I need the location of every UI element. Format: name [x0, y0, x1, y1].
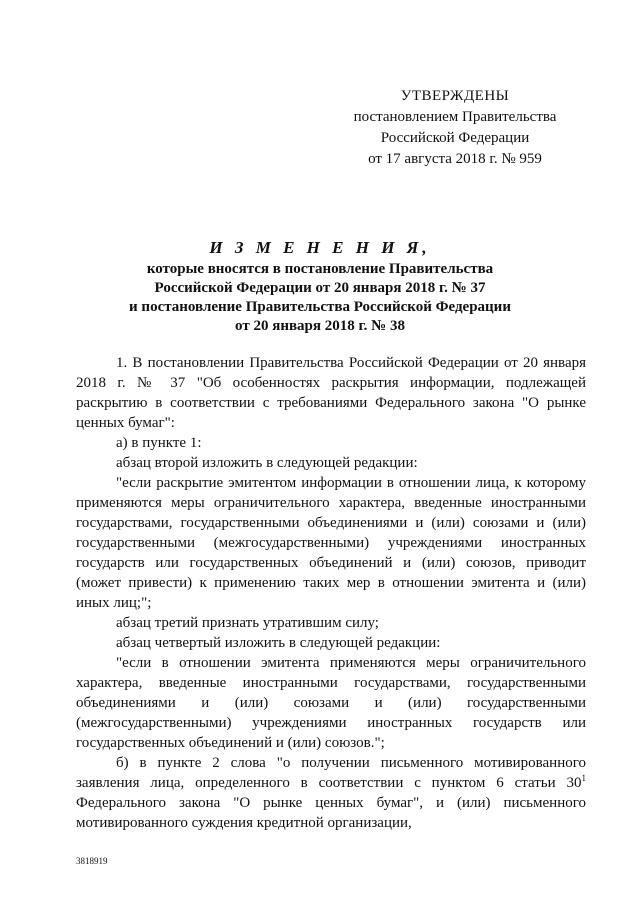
paragraph-6: абзац четвертый изложить в следующей редакции:	[116, 635, 441, 651]
paragraph-1: 1. В постановлении Правительства Российской Федерации от 20 января 2018 г. № 37 "Об особенностях раскрытия информации, подлежащей раскрытию в соответствии с требованиями Федерального закона "О рынке ценных бумаг":	[76, 355, 586, 431]
approval-line: постановлением Правительства	[353, 109, 557, 125]
heading-title: И З М Е Н Е Н И Я,	[209, 238, 431, 257]
heading-line: от 20 января 2018 г. № 38	[235, 318, 405, 334]
approval-title: УТВЕРЖДЕНЫ	[400, 88, 510, 104]
approval-date: от 17 августа 2018 г. № 959	[368, 151, 542, 167]
paragraph-8-part-a: б) в пункте 2 слова "о получении письменного мотивированного заявления лица, определенного в соответствии с пунктом 6 статьи 30	[76, 755, 586, 791]
superscript-1: 1	[581, 773, 586, 783]
paragraph-5: абзац третий признать утратившим силу;	[116, 615, 379, 631]
heading-line: и постановление Правительства Российской Федерации	[129, 299, 511, 315]
document-number: 3818919	[76, 856, 108, 866]
paragraph-2: а) в пункте 1:	[116, 435, 202, 451]
paragraph-3: абзац второй изложить в следующей редакции:	[116, 455, 418, 471]
heading-line: которые вносятся в постановление Правительства	[146, 261, 494, 277]
paragraph-8	[76, 753, 586, 833]
document-body	[76, 353, 586, 833]
approval-block	[330, 86, 580, 170]
approval-line: Российской Федерации	[380, 130, 530, 146]
paragraph-4: "если раскрытие эмитентом информации в отношении лица, к которому применяются меры ограничительного характера, введенные иностранными государствами, государственными объединениями и (или) союзами и (или) государственными (межгосударственными) учреждениями иностранных государств или государственных объединений и (или) союзов, приводит (может привести) к применению таких мер в отношении эмитента и (или) иных лиц;";	[76, 475, 586, 611]
paragraph-8-part-b: Федерального закона "О рынке ценных бумаг", и (или) письменного мотивированного суждения кредитной организации,	[76, 795, 586, 831]
paragraph-7: "если в отношении эмитента применяются меры ограничительного характера, введенные иностранными государствами, государственными объединениями и (или) союзами и (или) государственными (межгосударственными) учреждениями иностранных государств или государственных объединений и (или) союзов.";	[76, 655, 586, 751]
heading-line: Российской Федерации от 20 января 2018 г. № 37	[154, 280, 486, 296]
document-heading	[60, 236, 580, 336]
